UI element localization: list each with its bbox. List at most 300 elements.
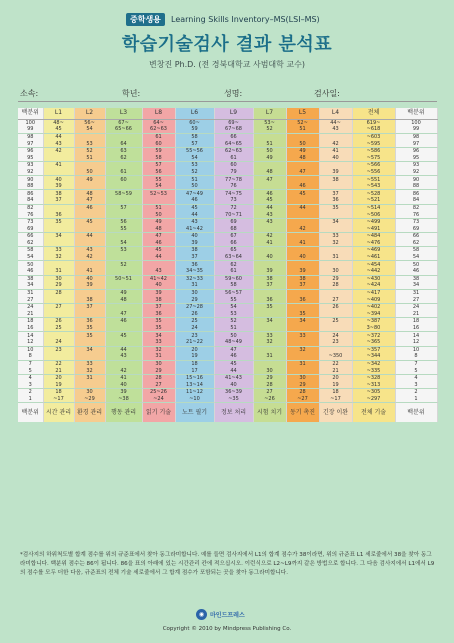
- table-cell[interactable]: [105, 325, 142, 332]
- table-cell[interactable]: 8: [18, 353, 43, 360]
- table-cell[interactable]: [105, 282, 142, 289]
- table-cell[interactable]: 38: [319, 176, 352, 183]
- table-cell[interactable]: 47: [286, 169, 319, 176]
- table-cell[interactable]: [105, 268, 142, 275]
- table-cell[interactable]: 50: [286, 140, 319, 147]
- table-cell[interactable]: 66: [18, 233, 43, 240]
- table-cell[interactable]: 45: [253, 197, 286, 204]
- table-cell[interactable]: 28: [286, 389, 319, 396]
- table-cell[interactable]: 72: [214, 204, 253, 211]
- table-cell[interactable]: 42: [253, 233, 286, 240]
- table-cell[interactable]: 50: [175, 183, 214, 190]
- table-cell[interactable]: ~476: [352, 240, 395, 247]
- table-cell[interactable]: [43, 225, 74, 232]
- table-cell[interactable]: 61: [214, 154, 253, 161]
- table-cell[interactable]: 40: [74, 275, 105, 282]
- table-cell[interactable]: 18: [395, 318, 437, 325]
- table-cell[interactable]: 27~28: [175, 303, 214, 310]
- table-cell[interactable]: 93: [18, 162, 43, 169]
- table-cell[interactable]: ~365: [352, 339, 395, 346]
- table-cell[interactable]: 47: [142, 233, 175, 240]
- table-cell[interactable]: ~528: [352, 190, 395, 197]
- table-cell[interactable]: 30: [43, 275, 74, 282]
- table-cell[interactable]: 53~: [253, 119, 286, 126]
- table-cell[interactable]: 30: [286, 374, 319, 381]
- table-cell[interactable]: 34: [142, 332, 175, 339]
- table-cell[interactable]: 76: [395, 211, 437, 218]
- table-cell[interactable]: 30: [175, 289, 214, 296]
- table-cell[interactable]: 36: [286, 296, 319, 303]
- table-cell[interactable]: 47: [105, 311, 142, 318]
- table-cell[interactable]: 98: [18, 133, 43, 140]
- table-cell[interactable]: [286, 353, 319, 360]
- table-cell[interactable]: ~409: [352, 296, 395, 303]
- table-cell[interactable]: 51: [142, 204, 175, 211]
- table-cell[interactable]: 48~: [43, 119, 74, 126]
- table-cell[interactable]: 23: [319, 339, 352, 346]
- table-cell[interactable]: 11~12: [175, 389, 214, 396]
- table-cell[interactable]: 51: [253, 140, 286, 147]
- table-cell[interactable]: 66: [214, 133, 253, 140]
- table-cell[interactable]: 21: [395, 311, 437, 318]
- table-cell[interactable]: 3: [18, 381, 43, 388]
- table-cell[interactable]: 44~: [319, 119, 352, 126]
- table-cell[interactable]: 38: [286, 275, 319, 282]
- table-cell[interactable]: 48: [105, 296, 142, 303]
- table-cell[interactable]: 62~63: [214, 147, 253, 154]
- table-cell[interactable]: 30: [74, 389, 105, 396]
- table-cell[interactable]: 10: [18, 346, 43, 353]
- table-cell[interactable]: 39: [286, 268, 319, 275]
- table-cell[interactable]: 619~: [352, 119, 395, 126]
- table-cell[interactable]: [43, 311, 74, 318]
- table-cell[interactable]: 86: [395, 190, 437, 197]
- table-cell[interactable]: 46: [175, 197, 214, 204]
- table-cell[interactable]: 98: [395, 133, 437, 140]
- table-cell[interactable]: 38: [18, 275, 43, 282]
- table-cell[interactable]: 2: [18, 389, 43, 396]
- table-cell[interactable]: 32: [142, 346, 175, 353]
- grade-field[interactable]: 학년:: [122, 89, 141, 98]
- table-cell[interactable]: ~357: [352, 346, 395, 353]
- table-cell[interactable]: 50: [142, 211, 175, 218]
- table-cell[interactable]: 32: [43, 254, 74, 261]
- table-cell[interactable]: [286, 325, 319, 332]
- table-cell[interactable]: 60~: [175, 119, 214, 126]
- table-cell[interactable]: 92: [18, 169, 43, 176]
- table-cell[interactable]: 25: [319, 318, 352, 325]
- table-cell[interactable]: 43: [43, 140, 74, 147]
- table-cell[interactable]: ~17: [319, 396, 352, 403]
- table-cell[interactable]: 43: [253, 218, 286, 225]
- table-cell[interactable]: 35: [286, 311, 319, 318]
- table-cell[interactable]: 15~16: [175, 374, 214, 381]
- table-cell[interactable]: 35: [319, 204, 352, 211]
- table-cell[interactable]: 47~49: [175, 190, 214, 197]
- table-cell[interactable]: 46: [253, 190, 286, 197]
- table-cell[interactable]: ~313: [352, 381, 395, 388]
- table-cell[interactable]: 43: [142, 268, 175, 275]
- table-cell[interactable]: 36: [43, 211, 74, 218]
- table-cell[interactable]: 62~63: [142, 126, 175, 133]
- table-cell[interactable]: 43: [74, 247, 105, 254]
- table-cell[interactable]: 12: [395, 339, 437, 346]
- table-cell[interactable]: 12: [18, 339, 43, 346]
- table-cell[interactable]: 26: [319, 303, 352, 310]
- table-cell[interactable]: 46: [214, 353, 253, 360]
- table-cell[interactable]: [74, 225, 105, 232]
- table-cell[interactable]: 100: [395, 119, 437, 126]
- table-cell[interactable]: 22: [319, 360, 352, 367]
- table-cell[interactable]: 28: [319, 282, 352, 289]
- table-cell[interactable]: 35: [74, 325, 105, 332]
- table-cell[interactable]: 34: [319, 218, 352, 225]
- table-cell[interactable]: [253, 183, 286, 190]
- table-cell[interactable]: 34: [395, 282, 437, 289]
- table-cell[interactable]: 82: [395, 204, 437, 211]
- table-cell[interactable]: 44: [142, 254, 175, 261]
- table-cell[interactable]: [253, 162, 286, 169]
- table-cell[interactable]: 59~60: [214, 275, 253, 282]
- table-cell[interactable]: 41: [105, 374, 142, 381]
- table-cell[interactable]: 55: [214, 296, 253, 303]
- table-cell[interactable]: 43: [175, 218, 214, 225]
- table-cell[interactable]: 14: [18, 332, 43, 339]
- table-cell[interactable]: 13~14: [175, 381, 214, 388]
- table-cell[interactable]: 33: [253, 332, 286, 339]
- table-cell[interactable]: 40: [253, 254, 286, 261]
- table-cell[interactable]: 23: [43, 346, 74, 353]
- table-cell[interactable]: 51: [74, 154, 105, 161]
- table-cell[interactable]: 29: [142, 367, 175, 374]
- table-cell[interactable]: 49: [286, 147, 319, 154]
- table-cell[interactable]: ~372: [352, 332, 395, 339]
- table-cell[interactable]: [142, 261, 175, 268]
- table-cell[interactable]: 20: [43, 374, 74, 381]
- table-cell[interactable]: 57: [105, 204, 142, 211]
- table-cell[interactable]: 3~80: [352, 325, 395, 332]
- table-cell[interactable]: ~335: [352, 367, 395, 374]
- table-cell[interactable]: 41: [74, 268, 105, 275]
- table-cell[interactable]: 16: [395, 325, 437, 332]
- table-cell[interactable]: ~543: [352, 183, 395, 190]
- table-cell[interactable]: 35: [43, 218, 74, 225]
- table-cell[interactable]: [319, 247, 352, 254]
- table-cell[interactable]: 34: [286, 318, 319, 325]
- table-cell[interactable]: 22: [43, 360, 74, 367]
- table-cell[interactable]: 39: [74, 282, 105, 289]
- table-cell[interactable]: 45: [214, 360, 253, 367]
- table-cell[interactable]: [253, 346, 286, 353]
- table-cell[interactable]: 88: [395, 183, 437, 190]
- table-cell[interactable]: 54: [395, 254, 437, 261]
- table-cell[interactable]: 26: [43, 318, 74, 325]
- table-cell[interactable]: 42: [319, 140, 352, 147]
- table-cell[interactable]: 42: [286, 225, 319, 232]
- table-cell[interactable]: [43, 240, 74, 247]
- table-cell[interactable]: ~38: [105, 396, 142, 403]
- table-cell[interactable]: 29: [253, 374, 286, 381]
- table-cell[interactable]: 29: [175, 296, 214, 303]
- table-cell[interactable]: 7: [395, 360, 437, 367]
- table-cell[interactable]: 57: [175, 140, 214, 147]
- table-cell[interactable]: ~491: [352, 225, 395, 232]
- table-cell[interactable]: 59: [142, 147, 175, 154]
- table-cell[interactable]: ~575: [352, 154, 395, 161]
- table-cell[interactable]: 93: [395, 162, 437, 169]
- table-cell[interactable]: [286, 211, 319, 218]
- table-cell[interactable]: [105, 233, 142, 240]
- table-cell[interactable]: 37: [253, 282, 286, 289]
- table-cell[interactable]: [105, 197, 142, 204]
- table-cell[interactable]: 26: [175, 311, 214, 318]
- table-cell[interactable]: ~454: [352, 261, 395, 268]
- table-cell[interactable]: [105, 133, 142, 140]
- table-cell[interactable]: 37: [43, 197, 74, 204]
- table-cell[interactable]: 96: [395, 147, 437, 154]
- table-cell[interactable]: 56~57: [214, 289, 253, 296]
- table-cell[interactable]: 40: [43, 176, 74, 183]
- table-cell[interactable]: 62: [105, 154, 142, 161]
- table-cell[interactable]: 1: [395, 396, 437, 403]
- table-cell[interactable]: ~595: [352, 140, 395, 147]
- table-cell[interactable]: 47: [214, 346, 253, 353]
- table-cell[interactable]: 36: [175, 261, 214, 268]
- table-cell[interactable]: 92: [395, 169, 437, 176]
- table-cell[interactable]: 52: [74, 147, 105, 154]
- table-cell[interactable]: 56: [105, 218, 142, 225]
- table-cell[interactable]: 55: [105, 225, 142, 232]
- table-cell[interactable]: 68: [214, 225, 253, 232]
- table-cell[interactable]: [74, 162, 105, 169]
- table-cell[interactable]: 29: [286, 381, 319, 388]
- table-cell[interactable]: [74, 353, 105, 360]
- table-cell[interactable]: ~442: [352, 268, 395, 275]
- table-cell[interactable]: 39: [175, 240, 214, 247]
- table-cell[interactable]: ~10: [175, 396, 214, 403]
- table-cell[interactable]: ~618: [352, 126, 395, 133]
- table-cell[interactable]: [253, 133, 286, 140]
- table-cell[interactable]: 44: [43, 133, 74, 140]
- table-cell[interactable]: ~430: [352, 275, 395, 282]
- table-cell[interactable]: 54: [214, 303, 253, 310]
- table-cell[interactable]: 20: [175, 346, 214, 353]
- table-cell[interactable]: 52: [253, 126, 286, 133]
- table-cell[interactable]: 36: [253, 296, 286, 303]
- table-cell[interactable]: 28: [43, 289, 74, 296]
- table-cell[interactable]: 21: [319, 367, 352, 374]
- table-cell[interactable]: 67: [214, 233, 253, 240]
- table-cell[interactable]: 18: [18, 318, 43, 325]
- table-cell[interactable]: ~394: [352, 311, 395, 318]
- table-cell[interactable]: 58: [142, 154, 175, 161]
- table-cell[interactable]: 88: [18, 183, 43, 190]
- table-cell[interactable]: 16: [18, 325, 43, 332]
- table-cell[interactable]: 38: [142, 296, 175, 303]
- table-cell[interactable]: [319, 261, 352, 268]
- table-cell[interactable]: ~499: [352, 218, 395, 225]
- table-cell[interactable]: 24: [175, 325, 214, 332]
- table-cell[interactable]: 97: [18, 140, 43, 147]
- table-cell[interactable]: 69: [214, 218, 253, 225]
- table-cell[interactable]: [105, 183, 142, 190]
- table-cell[interactable]: 49: [142, 218, 175, 225]
- table-cell[interactable]: 58: [18, 247, 43, 254]
- table-cell[interactable]: 31: [142, 353, 175, 360]
- table-cell[interactable]: 84: [395, 197, 437, 204]
- table-cell[interactable]: 41: [319, 147, 352, 154]
- table-cell[interactable]: [286, 133, 319, 140]
- table-cell[interactable]: 8: [395, 353, 437, 360]
- table-cell[interactable]: 46: [18, 268, 43, 275]
- table-cell[interactable]: [74, 339, 105, 346]
- table-cell[interactable]: 41~42: [175, 225, 214, 232]
- table-cell[interactable]: 48: [142, 225, 175, 232]
- table-cell[interactable]: ~461: [352, 254, 395, 261]
- table-cell[interactable]: ~506: [352, 211, 395, 218]
- table-cell[interactable]: [253, 261, 286, 268]
- table-cell[interactable]: [142, 197, 175, 204]
- table-cell[interactable]: 31: [43, 268, 74, 275]
- table-cell[interactable]: 31: [253, 353, 286, 360]
- table-cell[interactable]: 58~59: [105, 190, 142, 197]
- table-cell[interactable]: 73: [395, 218, 437, 225]
- table-cell[interactable]: 44: [105, 346, 142, 353]
- table-cell[interactable]: 25~26: [142, 389, 175, 396]
- table-cell[interactable]: 46: [395, 268, 437, 275]
- table-cell[interactable]: 74~75: [214, 190, 253, 197]
- table-cell[interactable]: 38: [43, 190, 74, 197]
- table-cell[interactable]: 64~65: [214, 140, 253, 147]
- table-cell[interactable]: [319, 325, 352, 332]
- table-cell[interactable]: 14: [395, 332, 437, 339]
- table-cell[interactable]: 34: [18, 282, 43, 289]
- table-cell[interactable]: 18: [43, 389, 74, 396]
- table-cell[interactable]: 36~39: [214, 389, 253, 396]
- table-cell[interactable]: [105, 360, 142, 367]
- table-cell[interactable]: 55~56: [175, 147, 214, 154]
- table-cell[interactable]: [43, 353, 74, 360]
- table-cell[interactable]: 3: [395, 381, 437, 388]
- table-cell[interactable]: 30: [319, 268, 352, 275]
- table-cell[interactable]: [319, 211, 352, 218]
- table-cell[interactable]: 35: [253, 303, 286, 310]
- table-cell[interactable]: ~26: [253, 396, 286, 403]
- table-cell[interactable]: 56~: [74, 119, 105, 126]
- table-cell[interactable]: 41: [286, 240, 319, 247]
- table-cell[interactable]: 49: [105, 289, 142, 296]
- table-cell[interactable]: ~35: [214, 396, 253, 403]
- table-cell[interactable]: 31: [18, 289, 43, 296]
- table-cell[interactable]: 5: [18, 367, 43, 374]
- table-cell[interactable]: 56: [142, 169, 175, 176]
- table-cell[interactable]: 67~68: [214, 126, 253, 133]
- table-cell[interactable]: 44: [175, 211, 214, 218]
- table-cell[interactable]: 32: [74, 367, 105, 374]
- table-cell[interactable]: 48: [286, 154, 319, 161]
- table-cell[interactable]: 63~64: [214, 254, 253, 261]
- table-cell[interactable]: 96: [18, 147, 43, 154]
- table-cell[interactable]: ~514: [352, 204, 395, 211]
- table-cell[interactable]: [105, 162, 142, 169]
- table-cell[interactable]: 48: [253, 169, 286, 176]
- table-cell[interactable]: 47: [74, 197, 105, 204]
- table-cell[interactable]: [319, 133, 352, 140]
- table-cell[interactable]: 27: [395, 296, 437, 303]
- table-cell[interactable]: 33: [286, 332, 319, 339]
- table-cell[interactable]: 52: [175, 169, 214, 176]
- table-cell[interactable]: 95: [395, 154, 437, 161]
- table-cell[interactable]: 5: [395, 367, 437, 374]
- table-cell[interactable]: 30: [253, 367, 286, 374]
- table-cell[interactable]: 45: [43, 126, 74, 133]
- table-cell[interactable]: 19: [319, 381, 352, 388]
- table-cell[interactable]: [286, 162, 319, 169]
- date-field[interactable]: 검사일:: [314, 89, 340, 98]
- table-cell[interactable]: 10: [395, 346, 437, 353]
- table-cell[interactable]: 58: [175, 133, 214, 140]
- table-cell[interactable]: 27: [319, 296, 352, 303]
- table-cell[interactable]: [253, 325, 286, 332]
- table-cell[interactable]: 19: [43, 381, 74, 388]
- table-cell[interactable]: [319, 162, 352, 169]
- table-cell[interactable]: 42: [74, 254, 105, 261]
- table-cell[interactable]: ~17: [43, 396, 74, 403]
- table-cell[interactable]: 50~51: [105, 275, 142, 282]
- table-cell[interactable]: 50: [395, 261, 437, 268]
- table-cell[interactable]: ~24: [142, 396, 175, 403]
- table-cell[interactable]: 46: [142, 240, 175, 247]
- table-cell[interactable]: 20: [319, 374, 352, 381]
- table-cell[interactable]: 27: [43, 303, 74, 310]
- table-cell[interactable]: 18: [175, 360, 214, 367]
- table-cell[interactable]: 82: [18, 204, 43, 211]
- table-cell[interactable]: 73: [18, 218, 43, 225]
- table-cell[interactable]: 41~43: [214, 374, 253, 381]
- table-cell[interactable]: 37: [175, 254, 214, 261]
- table-cell[interactable]: 48: [74, 190, 105, 197]
- table-cell[interactable]: 35: [142, 325, 175, 332]
- table-cell[interactable]: [43, 154, 74, 161]
- table-cell[interactable]: 67~: [105, 119, 142, 126]
- table-cell[interactable]: 41~42: [142, 275, 175, 282]
- table-cell[interactable]: 33: [142, 339, 175, 346]
- table-cell[interactable]: [43, 296, 74, 303]
- table-cell[interactable]: 33: [319, 233, 352, 240]
- table-cell[interactable]: 36: [74, 318, 105, 325]
- table-cell[interactable]: 53: [214, 311, 253, 318]
- table-cell[interactable]: 69~: [214, 119, 253, 126]
- table-cell[interactable]: 27: [253, 389, 286, 396]
- table-cell[interactable]: 31: [319, 254, 352, 261]
- table-cell[interactable]: 46: [105, 318, 142, 325]
- table-cell[interactable]: 79: [214, 169, 253, 176]
- table-cell[interactable]: [74, 133, 105, 140]
- table-cell[interactable]: [286, 218, 319, 225]
- table-cell[interactable]: 62: [214, 261, 253, 268]
- table-cell[interactable]: 43: [319, 126, 352, 133]
- table-cell[interactable]: 40: [142, 282, 175, 289]
- table-cell[interactable]: 21: [43, 367, 74, 374]
- table-cell[interactable]: 58: [214, 282, 253, 289]
- table-cell[interactable]: 52: [214, 318, 253, 325]
- table-cell[interactable]: [319, 289, 352, 296]
- table-cell[interactable]: 61: [105, 169, 142, 176]
- table-cell[interactable]: 63: [105, 147, 142, 154]
- table-cell[interactable]: 51: [175, 176, 214, 183]
- table-cell[interactable]: 34~35: [175, 268, 214, 275]
- table-cell[interactable]: [286, 247, 319, 254]
